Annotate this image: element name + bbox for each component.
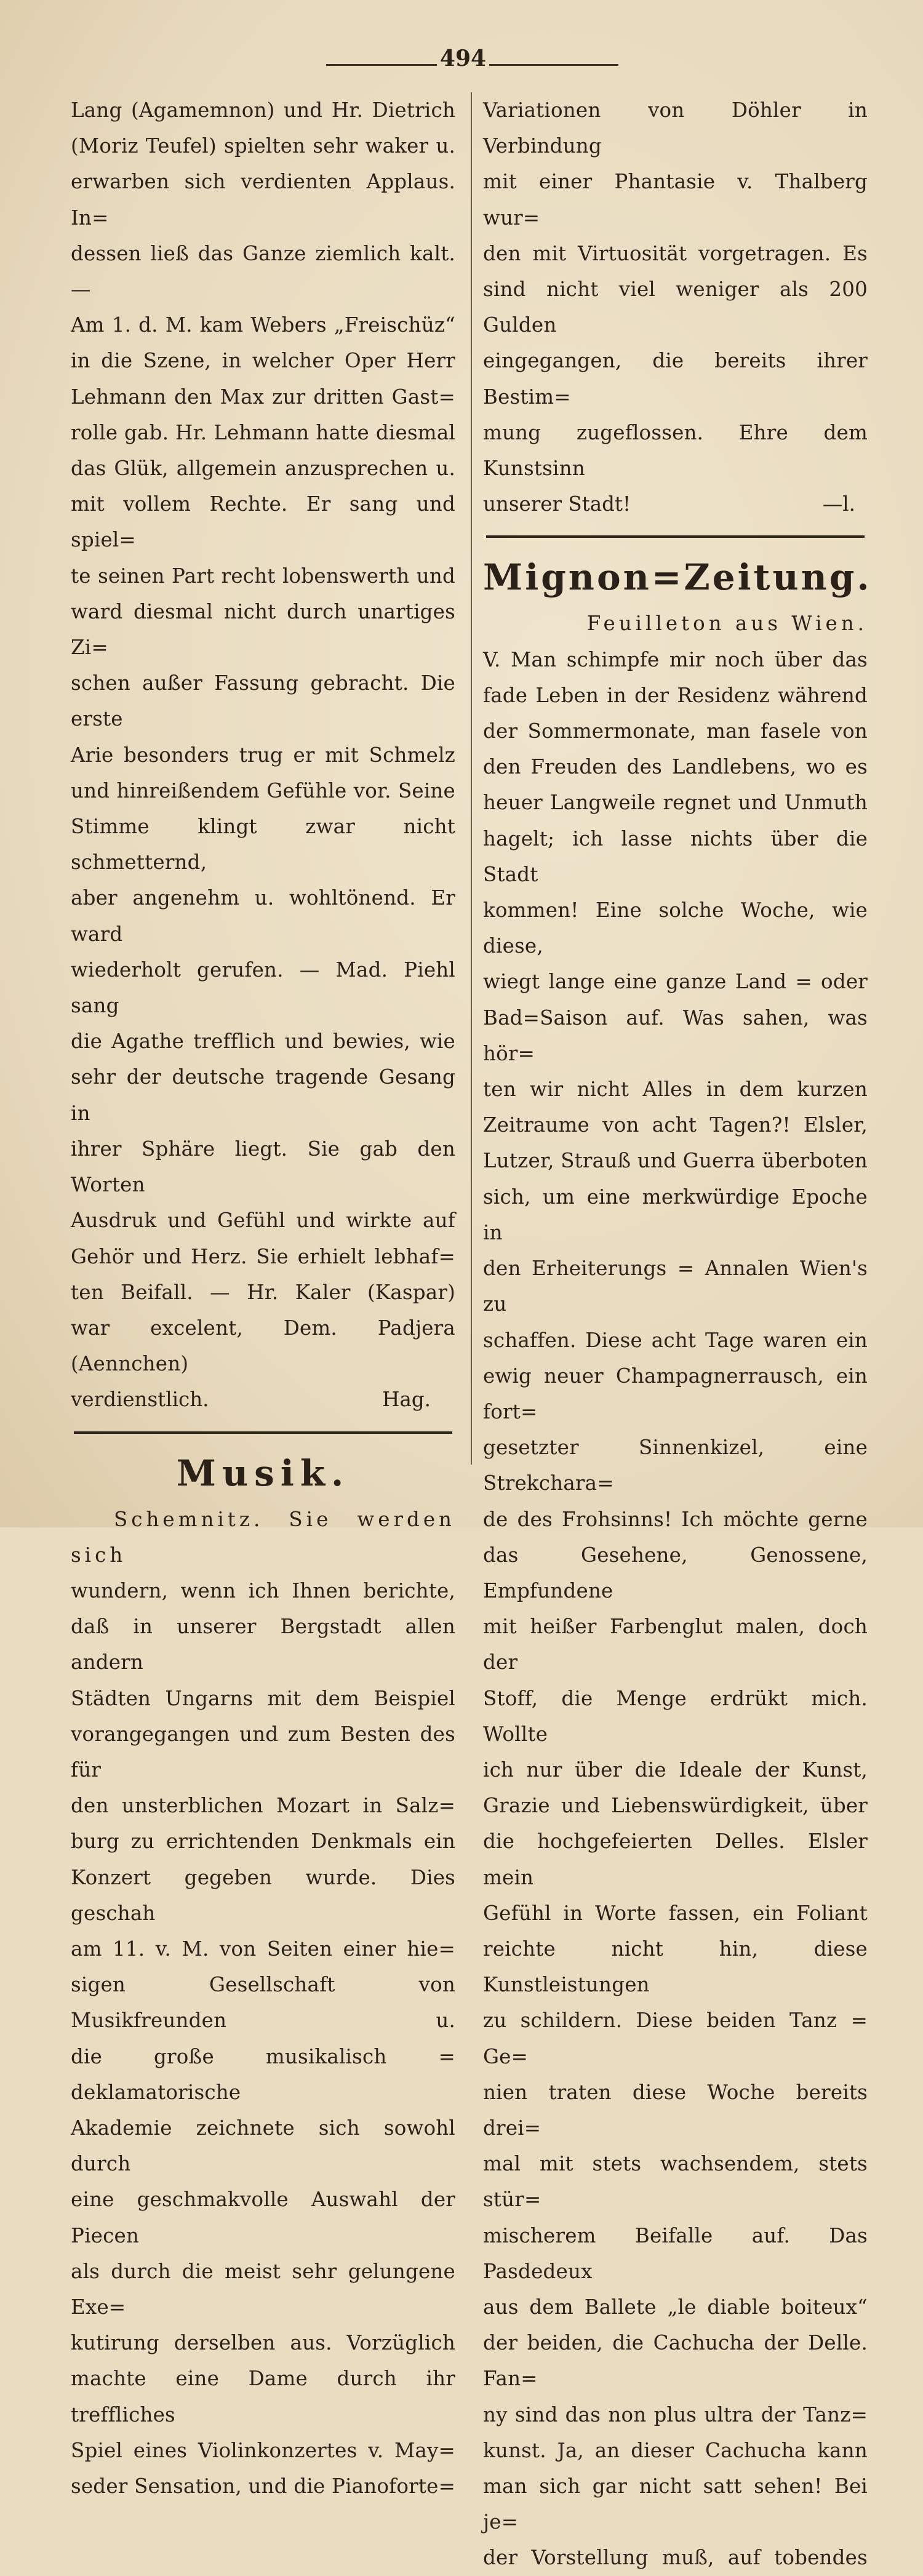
column-divider <box>471 92 472 1465</box>
text-line: mit vollem Rechte. Er sang und spiel= <box>71 492 455 552</box>
text-line: Konzert gegeben wurde. Dies geschah <box>71 1865 455 1925</box>
text-line: daß in unserer Bergstadt allen andern <box>71 1615 455 1674</box>
text-line: Grazie und Liebenswürdigkeit, über <box>483 1794 868 1818</box>
section-separator-left <box>74 1431 452 1434</box>
text-line: man sich gar nicht satt sehen! Bei je= <box>483 2474 868 2534</box>
text-line: machte eine Dame durch ihr treffliches <box>71 2367 455 2426</box>
musik-article-text <box>71 1573 455 2504</box>
text-line: hagelt; ich lasse nichts über die Stadt <box>483 826 868 886</box>
text-line: die große musikalisch = deklamatorische <box>71 2044 455 2104</box>
text-line: ich nur über die Ideale der Kunst, <box>483 1758 868 1782</box>
text-line: der Vorstellung muß, auf tobendes <box>483 2546 868 2570</box>
header-rule-right <box>489 64 618 66</box>
text-line: te seinen Part recht lobenswerth und <box>71 564 455 588</box>
text-line: das Gesehene, Genossene, Empfundene <box>483 1543 868 1602</box>
text-line: aber angenehm u. wohltönend. Er ward <box>71 886 455 946</box>
text-line: wundern, wenn ich Ihnen berichte, <box>71 1578 455 1602</box>
text-line: den Freuden des Landlebens, wo es <box>483 755 868 779</box>
text-line: (Moriz Teufel) spielten sehr waker u. <box>71 134 455 158</box>
text-line: Am 1. d. M. kam Webers „Freischüz“ <box>71 313 455 337</box>
text-line: ny sind das non plus ultra der Tanz= <box>483 2402 868 2426</box>
text-line: den Erheiterungs = Annalen Wien's zu <box>483 1257 868 1316</box>
text-line: mal mit stets wachsendem, stets stür= <box>483 2152 868 2212</box>
feuilleton-text <box>483 642 868 2576</box>
theater-review-text <box>71 92 455 1382</box>
text-line: wiederholt gerufen. — Mad. Piehl sang <box>71 958 455 1018</box>
header-rule-left <box>326 64 437 66</box>
text-line: fade Leben in der Residenz während <box>483 683 868 707</box>
text-line: eine geschmakvolle Auswahl der Piecen <box>71 2188 455 2247</box>
text-line: rolle gab. Hr. Lehmann hatte diesmal <box>71 420 455 444</box>
text-line: vorangegangen und zum Besten des für <box>71 1722 455 1782</box>
text-line: Gefühl in Worte fassen, ein Foliant <box>483 1901 868 1925</box>
text-line: den unsterblichen Mozart in Salz= <box>71 1794 455 1818</box>
page-number: 494 <box>439 46 487 71</box>
text-line: ten Beifall. — Hr. Kaler (Kaspar) <box>71 1280 455 1304</box>
left-column <box>71 92 455 2504</box>
text-line: ten wir nicht Alles in dem kurzen <box>483 1078 868 1102</box>
text-line: Stimme klingt zwar nicht schmetternd, <box>71 815 455 874</box>
text-line: heuer Langweile regnet und Unmuth <box>483 791 868 815</box>
text-line: gesetzter Sinnenkizel, eine Strekchara= <box>483 1436 868 1495</box>
text-line: Ausdruk und Gefühl und wirkte auf <box>71 1209 455 1233</box>
text-line: Spiel eines Violinkonzertes v. May= <box>71 2438 455 2462</box>
text-line: Bad=Saison auf. Was sahen, was hör= <box>483 1006 868 1065</box>
report-signature: —l. <box>822 492 855 516</box>
text-line: mit einer Phantasie v. Thalberg wur= <box>483 170 868 230</box>
text-line: war excelent, Dem. Padjera (Aennchen) <box>71 1316 455 1376</box>
text-line: erwarben sich verdienten Applaus. In= <box>71 170 455 230</box>
page-header <box>0 42 923 79</box>
text-line: schaffen. Diese acht Tage waren ein <box>483 1328 868 1352</box>
text-line: sehr der deutsche tragende Gesang in <box>71 1065 455 1125</box>
text-line: Lang (Agamemnon) und Hr. Dietrich <box>71 98 455 122</box>
text-line: Variationen von Döhler in Verbindung <box>483 98 868 158</box>
text-line: die Agathe trefflich und bewies, wie <box>71 1030 455 1054</box>
text-line: zu schildern. Diese beiden Tanz = Ge= <box>483 2009 868 2068</box>
text-line: ward diesmal nicht durch unartiges Zi= <box>71 599 455 660</box>
text-line: mung zugeflossen. Ehre dem Kunstsinn <box>483 420 868 481</box>
text-line: sigen Gesellschaft von Musikfreunden u. <box>71 1973 455 2033</box>
text-line: als durch die meist sehr gelungene Exe= <box>71 2259 455 2319</box>
text-line: dessen ließ das Ganze ziemlich kalt. — <box>71 241 455 302</box>
text-line: V. Man schimpfe mir noch über das <box>483 647 868 671</box>
text-line: der Sommermonate, man fasele von <box>483 719 868 743</box>
text-line: kommen! Eine solche Woche, wie diese, <box>483 898 868 958</box>
text-line: kutirung derselben aus. Vorzüglich <box>71 2331 455 2355</box>
text-line: das Glük, allgemein anzusprechen u. <box>71 457 455 481</box>
text-line: in die Szene, in welcher Oper Herr <box>71 349 455 373</box>
text-line: den mit Virtuosität vorgetragen. Es <box>483 241 868 265</box>
text-line: burg zu errichtenden Denkmals ein <box>71 1830 455 1854</box>
text-line: kunst. Ja, an dieser Cachucha kann <box>483 2438 868 2462</box>
text-line: Gehör und Herz. Sie erhielt lebhaf= <box>71 1244 455 1268</box>
text-line: aus dem Ballete „le diable boiteux“ <box>483 2295 868 2319</box>
text-line: ewig neuer Champagnerrausch, ein fort= <box>483 1364 868 1423</box>
section-separator-right <box>486 535 865 538</box>
section-heading-musik: Musik. <box>176 1452 350 1494</box>
text-line: sind nicht viel weniger als 200 Gulden <box>483 278 868 337</box>
text-line: de des Frohsinns! Ich möchte gerne <box>483 1507 868 1531</box>
review-signature: Hag. <box>382 1388 431 1412</box>
musik-first-line: Schemnitz. Sie werden sich <box>71 1507 455 1567</box>
text-line: Arie besonders trug er mit Schmelz <box>71 743 455 767</box>
text-line: Zeitraume von acht Tagen?! Elsler, <box>483 1113 868 1137</box>
text-line: schen außer Fassung gebracht. Die erste <box>71 671 455 731</box>
concert-report-continuation <box>483 92 868 486</box>
text-line: nien traten diese Woche bereits drei= <box>483 2080 868 2140</box>
text-line: Stoff, die Menge erdrükt mich. Wollte <box>483 1686 868 1746</box>
text-line: seder Sensation, und die Pianoforte= <box>71 2474 455 2498</box>
text-line: mischerem Beifalle auf. Das Pasdedeux <box>483 2223 868 2283</box>
text-line: Lutzer, Strauß und Guerra überboten <box>483 1149 868 1173</box>
text-line: mit heißer Farbenglut malen, doch der <box>483 1615 868 1674</box>
text-line: eingegangen, die bereits ihrer Bestim= <box>483 349 868 409</box>
text-line: Akademie zeichnete sich sowohl durch <box>71 2116 455 2176</box>
text-line: ihrer Sphäre liegt. Sie gab den Worten <box>71 1137 455 1197</box>
text-line: und hinreißendem Gefühle vor. Seine <box>71 778 455 802</box>
report-last-line: unserer Stadt! <box>483 492 631 516</box>
text-line: die hochgefeierten Delles. Elsler mein <box>483 1830 868 1889</box>
text-line: am 11. v. M. von Seiten einer hie= <box>71 1937 455 1961</box>
text-line: wiegt lange eine ganze Land = oder <box>483 970 868 994</box>
report-closing-line <box>483 486 868 522</box>
section-heading-mignon-zeitung: Mignon=Zeitung. <box>483 556 872 599</box>
text-line: sich, um eine merkwürdige Epoche in <box>483 1185 868 1244</box>
feuilleton-subheading: Feuilleton aus Wien. <box>586 612 868 636</box>
right-column <box>483 92 872 2576</box>
text-line: Städten Ungarns mit dem Beispiel <box>71 1686 455 1710</box>
text-line: reichte nicht hin, diese Kunstleistungen <box>483 1937 868 1997</box>
review-last-line: verdienstlich. <box>71 1388 209 1412</box>
text-line: Lehmann den Max zur dritten Gast= <box>71 385 455 409</box>
review-closing-line <box>71 1382 455 1417</box>
text-line: der beiden, die Cachucha der Delle. Fan= <box>483 2331 868 2391</box>
